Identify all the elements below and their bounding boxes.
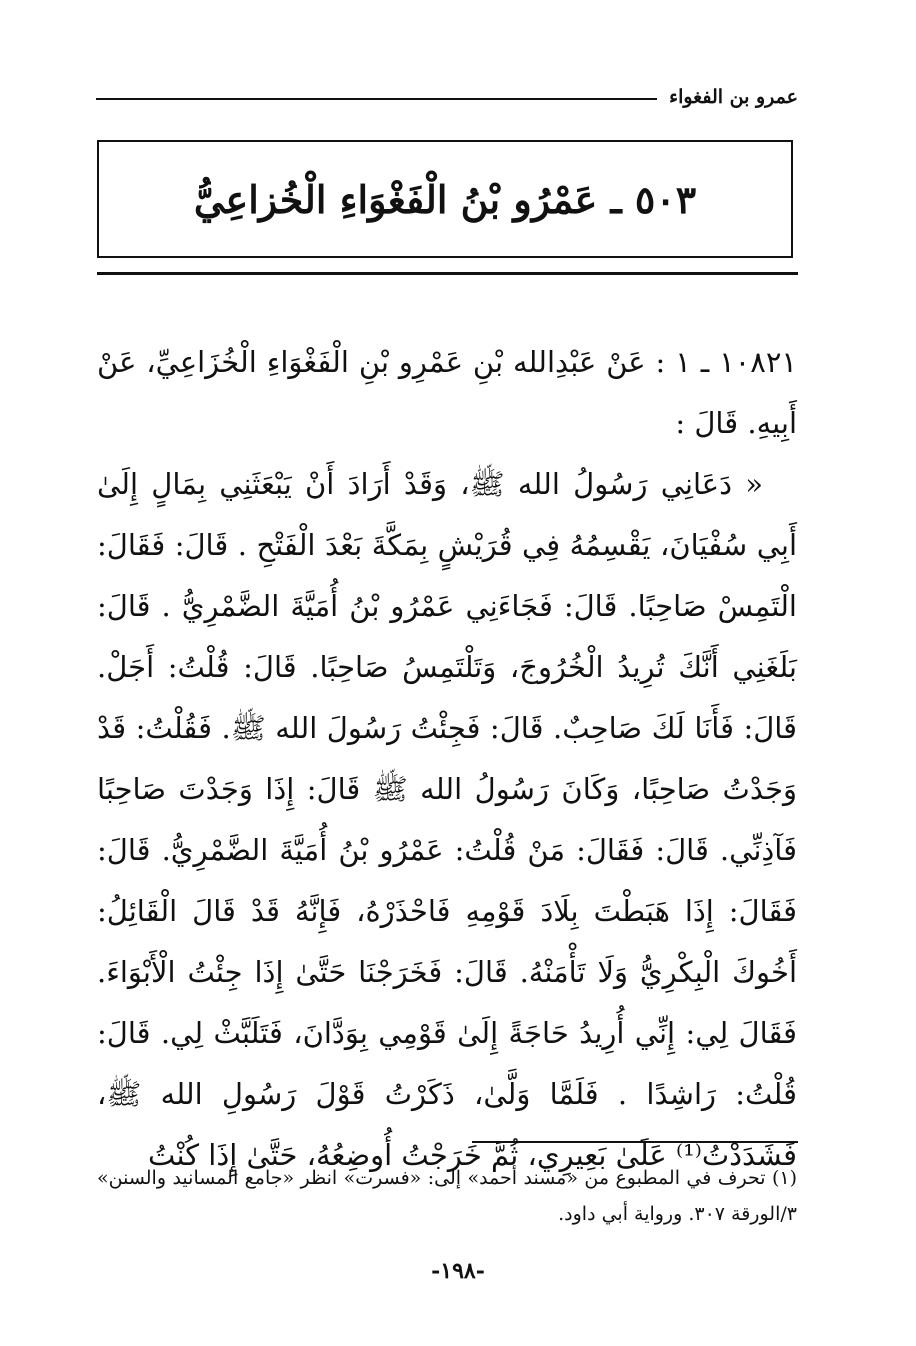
page-number: -١٩٨- <box>431 1258 485 1284</box>
chapter-title-box <box>97 140 793 258</box>
hadith-intro: ١٠٨٢١ ـ ١ : عَنْ عَبْدِالله بْنِ عَمْرِو بْنِ الْفَغْوَاءِ الْخُزَاعِيِّ، عَنْ أَبِيهِ. قَالَ : <box>97 345 797 440</box>
footnote <box>97 1160 797 1232</box>
chapter-title: ٥٠٣ ـ عَمْرُو بْنُ الْفَغْوَاءِ الْخُزاعِيُّ <box>193 176 697 222</box>
hadith-body: « دَعَانِي رَسُولُ الله ﷺ، وَقَدْ أَرَادَ أَنْ يَبْعَثَنِي بِمَالٍ إِلَىٰ أَبِي سُفْيَانَ، يَقْسِمُهُ فِي قُرَيْشٍ بِمَكَّةَ بَعْدَ الْفَتْحِ . قَالَ: فَقَالَ: الْتَمِسْ صَاحِبًا. قَالَ: فَجَاءَنِي عَمْرُو بْنُ أُمَيَّةَ الضَّمْرِيُّ . قَالَ: بَلَغَنِي أَنَّكَ تُرِيدُ الْخُرُوجَ، وَتَلْتَمِسُ صَاحِبًا. قَالَ: قُلْتُ: أَجَلْ. قَالَ: فَأَنَا لَكَ صَاحِبٌ. قَالَ: فَجِئْتُ رَسُولَ الله ﷺ. فَقُلْتُ: قَدْ وَجَدْتُ صَاحِبًا، وَكَانَ رَسُولُ الله ﷺ قَالَ: إِذَا وَجَدْتَ صَاحِبًا فَآذِنِّي. قَالَ: فَقَالَ: مَنْ قُلْتُ: عَمْرُو بْنُ أُمَيَّةَ الضَّمْرِيُّ. قَالَ: فَقَالَ: إِذَا هَبَطْتَ بِلَادَ قَوْمِهِ فَاحْذَرْهُ، فَإِنَّهُ قَدْ قَالَ الْقَائِلُ: أَخُوكَ الْبِكْرِيُّ وَلَا تَأْمَنْهُ. قَالَ: فَخَرَجْنَا حَتَّىٰ إِذَا جِئْتُ الْأَبْوَاءَ. فَقَالَ لِي: إِنِّي أُرِيدُ حَاجَةً إِلَىٰ قَوْمِي بِوَدَّانَ، فَتَلَبَّثْ لِي. قَالَ: قُلْتُ: رَاشِدًا . فَلَمَّا وَلَّىٰ، ذَكَرْتُ قَوْلَ رَسُولِ الله ﷺ، فَشَدَدْتُ⁽¹⁾ عَلَىٰ بَعِيرِي، ثُمَّ خَرَجْتُ أُوضِعُهُ، حَتَّىٰ إِذَا كُنْتُ <box>97 467 797 1172</box>
running-header-rule <box>96 98 657 100</box>
running-header-title: عمرو بن الفغواء <box>669 86 798 108</box>
title-divider <box>97 272 798 275</box>
running-header <box>96 82 798 112</box>
footnote-divider <box>472 1141 798 1143</box>
hadith-text <box>97 332 797 1186</box>
footnote-text: (١) تحرف في المطبوع من «مسند أحمد» إلى: «فسرت» انظر «جامع المسانيد والسنن» ٣/الورقة ٣٠٧. ورواية أبي داود. <box>97 1167 797 1225</box>
